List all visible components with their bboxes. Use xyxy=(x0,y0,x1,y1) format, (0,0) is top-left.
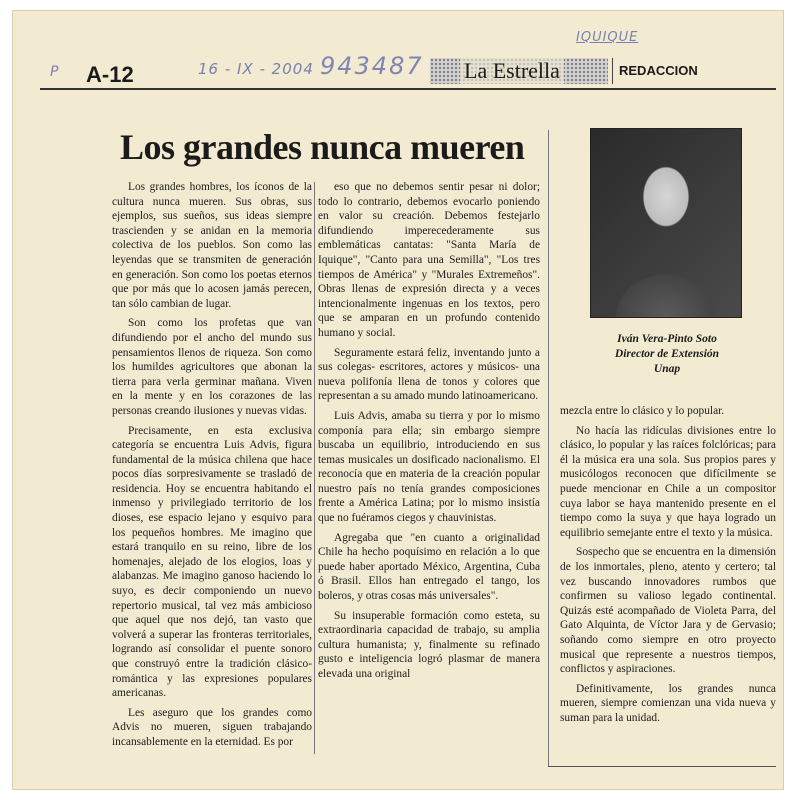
paragraph: Precisamente, en esta exclusiva categoría se encuentra Luis Advis, figura fundamental de la música chilena que hace pocos días sorpresivamente se trasladó de residencia. Hoy se encuentra habitando el inmenso y privilegiado territorio de los dioses, ese espacio lejano y esquivo para los pequeños hombres. Me imagino que estará tranquilo en su reino, libre de los homenajes, alejado de los elogios, loas y alabanzas. Me imagino ganoso haciendo lo suyo, es decir componiendo un nuevo repertorio musical, tal vez más ambicioso que aquel que nos dejó, tan vasto que volverá a superar las fronteras territoriales, logrando así consolidar el puente sonoro que construyó entre la tradición clásico-romántica y las expresiones populares americanas. xyxy=(112,424,312,700)
newspaper-masthead xyxy=(430,58,608,84)
header-rule xyxy=(40,88,776,90)
handwritten-date: 16 - IX - 2004 xyxy=(198,60,314,78)
section-label: REDACCION xyxy=(612,58,744,84)
author-photo xyxy=(590,128,742,318)
article-column-1 xyxy=(112,180,312,760)
newspaper-name: La Estrella xyxy=(460,58,564,84)
footer-rule xyxy=(548,766,776,767)
author-name: Iván Vera-Pinto Soto xyxy=(617,333,717,345)
article-column-3 xyxy=(560,404,776,760)
page-number: A-12 xyxy=(86,62,134,87)
paragraph: No hacía las ridículas divisiones entre lo clásico, lo popular y las raíces folclóricas; para él la música era una sola. Sus propios pares y musicólogos reconocen que difícilmente se puede mencionar en Chile a un compositor cuya labor se haya mantenido presente en el tiempo como la suya y que haya logrado un equilibrio semejante entre el texto y la música. xyxy=(560,424,776,539)
paragraph: eso que no debemos sentir pesar ni dolor; todo lo contrario, debemos evocarlo poniendo en valor su creación. Debemos festejarlo difundiendo imperecederamente sus emblemáticas cantatas: "Santa María de Iquique", "Canto para una Semilla", "Los tres tiempos de América" y "Murales Extremeños". Obras llenas de expresión directa y a veces intencionalmente ingenuas en los textos, pero que se amparan en un profundo contenido humano y social. xyxy=(318,181,540,339)
paragraph: Son como los profetas que van difundiendo por el ancho del mundo sus pensamientos llenos de riqueza. Son como los humildes agricultores que abonan la tierra para verla germinar mañana. Viven en la mente y en los corazones de las personas creando ilusiones y nuevas vidas. xyxy=(112,317,312,417)
paragraph: Luis Advis, amaba su tierra y por lo mismo componía para ella; sin embargo siempre buscaba un equilibrio, introduciendo en sus temas musicales un dosificado nacionalismo. El reconocía que en materia de la creación popular nuestro país no tenía grandes composiciones frente a América Latina; por lo mismo insistía que no fuéramos ciegos y chauvinistas. xyxy=(318,409,540,525)
handwritten-city: IQUIQUE xyxy=(576,30,639,45)
article-headline: Los grandes nunca mueren xyxy=(120,127,525,167)
paragraph: Les aseguro que los grandes como Advis no mueren, siguen trabajando incansablemente en la eternidad. Es por xyxy=(112,706,312,748)
paragraph: Sospecho que se encuentra en la dimensión de los inmortales, pleno, atento y certero; tal vez buscando innovadores rumbos que confirmen su valioso legado continental. Quizás esté acompañado de Violeta Parra, del Gato Alquinta, de Víctor Jara y de Gervasio; soñando como siempre en otro proyecto musical que represente a nuestros tiempos, conflictos y aspiraciones. xyxy=(560,546,776,676)
paragraph: Definitivamente, los grandes nunca mueren, siempre comienzan una vida nueva y suman para la unidad. xyxy=(560,682,776,724)
paragraph: Los grandes hombres, los íconos de la cultura nunca mueren. Sus obras, sus ejemplos, sus sueños, sus ideas siempre trascienden y se anidan en la memoria colectiva de los pueblos. Son como las leyendas que se transmiten de generación en generación. Son como los poetas eternos que por más que lo acosen jamás perecen, tan sólo cambian de lugar. xyxy=(112,181,312,310)
author-institution: Unap xyxy=(653,363,681,375)
handwritten-p-mark: P xyxy=(50,64,60,80)
paragraph: Agregaba que "en cuanto a originalidad Chile ha hecho poquísimo en relación a lo que puede haber aportado México, Argentina, Cuba ó Brasil. Ellos han entregado el tango, los boleros, y otras cosas más universales". xyxy=(318,531,540,603)
column-divider xyxy=(314,182,315,754)
column-divider xyxy=(548,130,549,766)
paragraph: Seguramente estará feliz, inventando junto a sus colegas- escritores, actores y músicos- una nueva polifonía llena de tonos y colores que representan a su amado mundo latinoamericano. xyxy=(318,346,540,403)
paragraph: mezcla entre lo clásico y lo popular. xyxy=(560,405,725,417)
author-role: Director de Extensión xyxy=(614,348,720,360)
article-column-2 xyxy=(318,180,540,760)
paragraph: Su insuperable formación como esteta, su extraordinaria capacidad de trabajo, su amplia cultura humanista; y, finalmente su refinado gusto e inteligencia logró plasmar de manera elevada una original xyxy=(318,609,540,680)
photo-caption xyxy=(584,332,750,377)
handwritten-archive-number: 943487 xyxy=(320,52,424,80)
